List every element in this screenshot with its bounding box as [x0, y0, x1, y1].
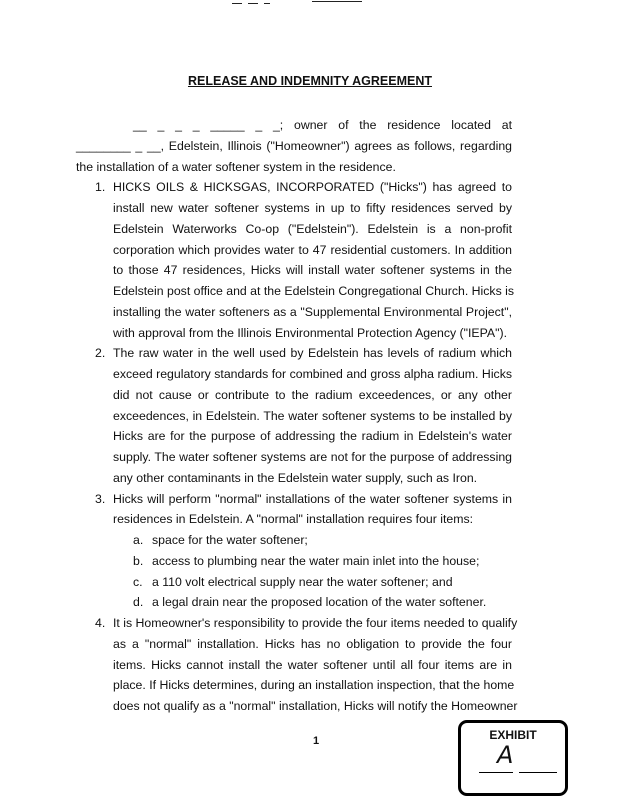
document-title-text: RELEASE AND INDEMNITY AGREEMENT	[187, 74, 432, 88]
item-line: with approval from the Illinois Environmental Protection Agency ("IEPA").	[113, 325, 507, 340]
intro-line: __ _ _ _ _____ _ _; owner of the residence located at	[133, 118, 512, 132]
item-line: corporation which provides water to 47 residential customers. In addition	[113, 242, 512, 257]
subitem-letter: c.	[133, 574, 143, 589]
exhibit-line	[519, 772, 557, 773]
item-line: installing the water softeners as a "Supplemental Environmental Project",	[113, 304, 512, 319]
item-line: any other contaminants in the Edelstein water supply, such as Iron.	[113, 470, 478, 485]
item-line: as a "normal" installation. Hicks has no obligation to provide the four	[113, 636, 512, 651]
item-number: 3.	[95, 491, 106, 506]
scan-artifact	[312, 1, 362, 2]
intro-line: ________ _ __, Edelstein, Illinois ("Homeowner") agrees as follows, regarding	[76, 138, 512, 153]
item-line: exceed regulatory standards for combined and gross alpha radium. Hicks	[113, 367, 512, 381]
item-line: to those 47 residences, Hicks will install water softener systems in the	[113, 263, 512, 278]
subitem-letter: b.	[133, 553, 144, 568]
item-line: HICKS OILS & HICKSGAS, INCORPORATED ("Hicks") has agreed to	[113, 180, 512, 195]
item-line: items. Hicks cannot install the water softener until all four items are in	[113, 657, 512, 672]
subitem-letter: a.	[133, 533, 144, 547]
item-line: It is Homeowner's responsibility to provide the four items needed to qualify	[113, 616, 518, 630]
document-title	[0, 74, 620, 88]
exhibit-stamp	[458, 720, 568, 796]
subitem-text: access to plumbing near the water main inlet into the house;	[152, 553, 480, 568]
scan-artifact	[264, 3, 270, 4]
item-number: 2.	[95, 346, 106, 361]
item-line: exceedences, in Edelstein. The water softener systems to be installed by	[113, 408, 512, 423]
item-line: residences in Edelstein. A "normal" installation requires four items:	[113, 512, 474, 527]
subitem-text: a 110 volt electrical supply near the water softener; and	[152, 574, 453, 589]
subitem-text: a legal drain near the proposed location of the water softener.	[152, 595, 487, 610]
scan-artifact	[248, 3, 258, 4]
item-line: does not qualify as a "normal" installation, Hicks will notify the Homeowner	[113, 699, 518, 713]
item-line: did not cause or contribute to the radium exceedences, or any other	[113, 387, 512, 402]
item-line: Edelstein post office and at the Edelstein Congregational Church. Hicks is	[113, 284, 515, 298]
intro-line: the installation of a water softener system in the residence.	[76, 159, 396, 174]
item-line: Hicks are for the purpose of addressing the radium in Edelstein's water	[113, 429, 512, 444]
item-line: supply. The water softener systems are not for the purpose of addressing	[113, 450, 512, 464]
item-line: Edelstein Waterworks Co-op ("Edelstein"). Edelstein is a non-profit	[113, 221, 512, 236]
subitem-text: space for the water softener;	[152, 533, 308, 547]
exhibit-label: EXHIBIT	[489, 728, 537, 742]
item-number: 1.	[95, 180, 106, 195]
item-line: The raw water in the well used by Edelstein has levels of radium which	[113, 346, 512, 361]
subitem-letter: d.	[133, 595, 144, 610]
item-number: 4.	[95, 616, 106, 630]
exhibit-side-mark	[459, 743, 466, 767]
scan-artifact	[232, 3, 242, 4]
item-line: place. If Hicks determines, during an installation inspection, that the home	[113, 678, 515, 693]
item-line: Hicks will perform "normal" installations of the water softener systems in	[113, 491, 512, 506]
exhibit-line	[479, 772, 513, 773]
item-line: install new water softener systems in up to fifty residences served by	[113, 201, 512, 215]
page-number: 1	[313, 735, 320, 747]
exhibit-letter: A	[497, 741, 514, 769]
